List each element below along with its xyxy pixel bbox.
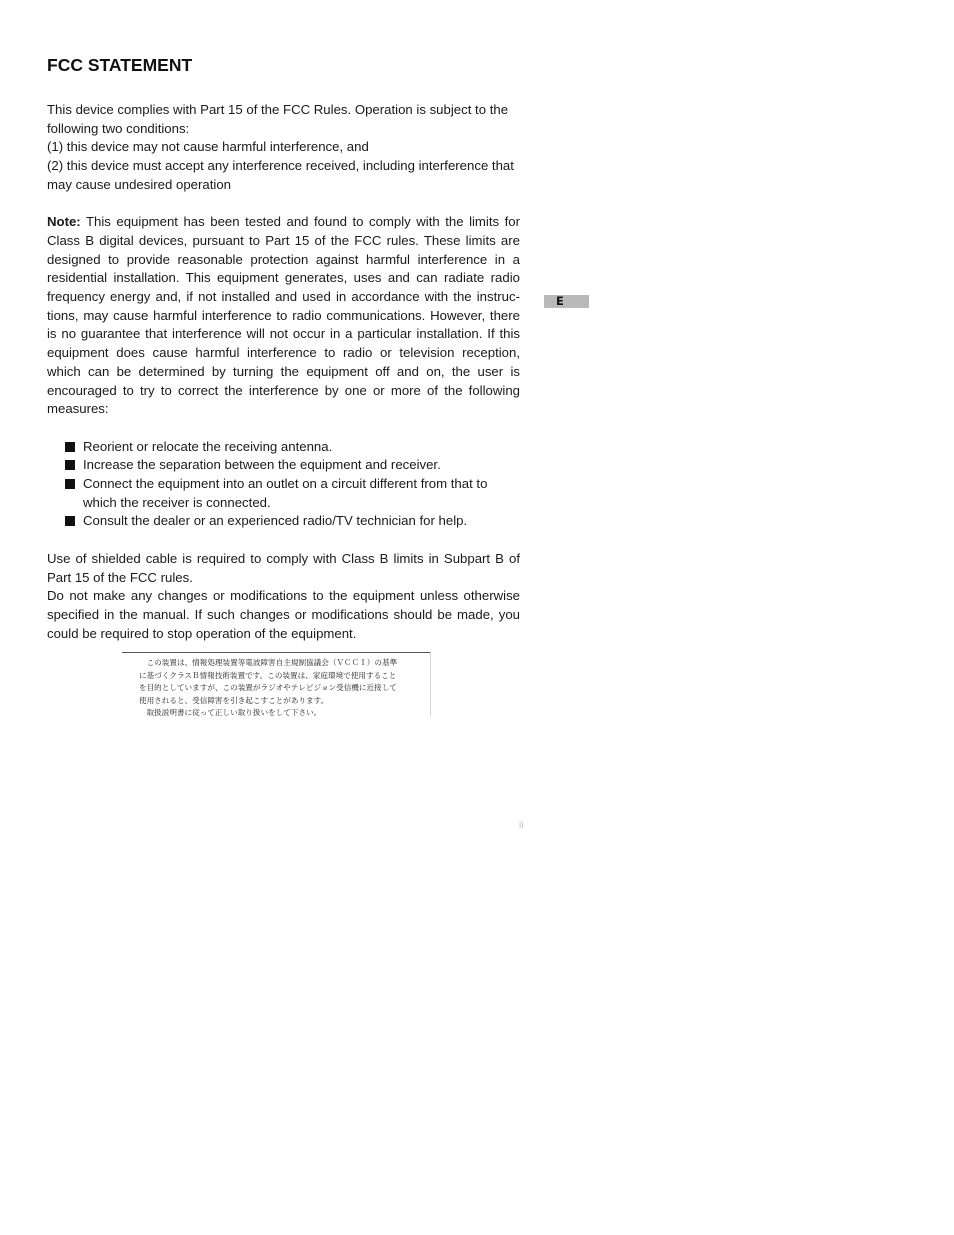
measure-text: Increase the separation between the equipment and receiver. xyxy=(83,457,441,473)
compliance-condition-2: (2) this device must accept any interference received, including interference that may cause undesired operation xyxy=(47,158,514,192)
compliance-intro: This device complies with Part 15 of the FCC Rules. Operation is subject to the following two conditions: xyxy=(47,102,509,136)
vcci-line: を目的としていますが、この装置がラジオやテレビジョン受信機に近接して xyxy=(139,683,397,692)
square-bullet-icon xyxy=(65,516,75,526)
vcci-line: この装置は、情報処理装置等電波障害自主規制協議会（ＶＣＣＩ）の基準 xyxy=(139,658,398,667)
square-bullet-icon xyxy=(65,479,75,489)
compliance-condition-1: (1) this device may not cause harmful interference, and xyxy=(47,139,369,155)
note-text: This equipment has been tested and found to comply with the limits for Class B digital devices, pursuant to Part 15 of the FCC rules. These limits are designed to provide reasonable protection against harmful interference in a residential installation. This equipment generates, uses and can radiate radio frequency energy and, if not installed and used in accordance with the instruc-tions, may cause harmful interference to radio communications. However, there is no guarantee that interference will not occur in a particular installation. If this equipment does cause harmful interference to radio or television reception, which can be determined by turning the equipment off and on, the user is encouraged to try to correct the interference by one or more of the following measures: xyxy=(47,214,520,417)
measures-list xyxy=(47,438,520,532)
list-item xyxy=(64,512,520,531)
page-number: ii xyxy=(519,820,524,831)
modifications-paragraph: Do not make any changes or modifications to the equipment unless otherwise specified in the manual. If such changes or modifications should be made, you could be required to stop operation of the equipment. xyxy=(47,588,520,641)
page-title: FCC STATEMENT xyxy=(47,55,193,75)
vcci-line: 取扱説明書に従って正しい取り扱いをして下さい。 xyxy=(139,708,322,716)
document-body xyxy=(47,54,520,643)
vcci-notice-box xyxy=(122,652,431,716)
vcci-line: 使用されると、受信障害を引き起こすことがあります。 xyxy=(139,695,329,705)
square-bullet-icon xyxy=(65,442,75,452)
list-item xyxy=(64,475,520,512)
measure-text: Connect the equipment into an outlet on a circuit different from that to which the receiver is connected. xyxy=(83,476,488,510)
measure-text: Reorient or relocate the receiving antenna. xyxy=(83,438,333,454)
measure-text: Consult the dealer or an experienced radio/TV technician for help. xyxy=(83,513,468,529)
language-tab-label: E xyxy=(556,294,564,308)
note-label: Note: xyxy=(47,214,81,230)
list-item xyxy=(64,456,520,475)
list-item xyxy=(64,438,520,457)
square-bullet-icon xyxy=(65,460,75,470)
vcci-line: に基づくクラスＢ情報技術装置です。この装置は、家庭環境で使用すること xyxy=(139,670,397,680)
note-paragraph xyxy=(47,213,520,419)
language-tab xyxy=(544,295,589,308)
shielded-cable-paragraph: Use of shielded cable is required to comply with Class B limits in Subpart B of Part 15 of the FCC rules. xyxy=(47,550,520,585)
